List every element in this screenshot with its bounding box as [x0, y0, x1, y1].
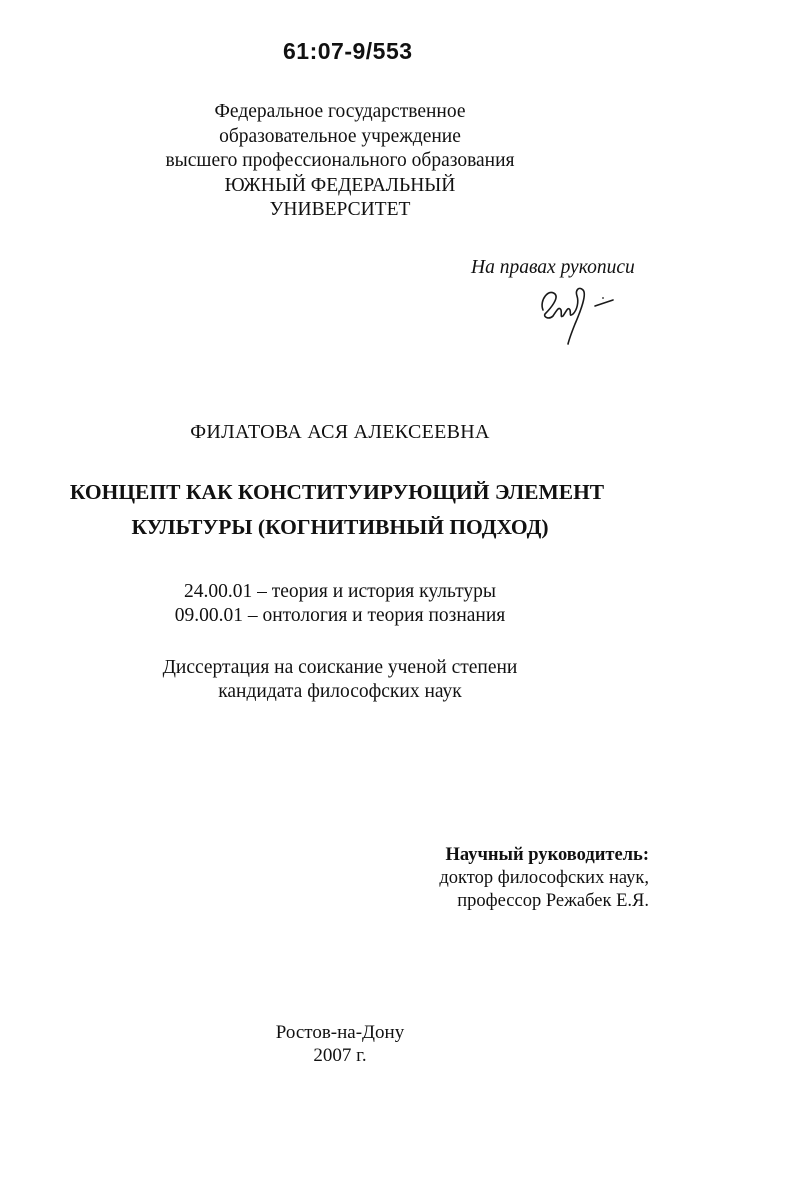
manuscript-note: На правах рукописи: [471, 257, 635, 278]
place: Ростов-на-Дону: [275, 1022, 405, 1043]
place-and-year: [0, 1021, 680, 1067]
supervisor-name: профессор Режабек Е.Я.: [457, 891, 649, 911]
year: 2007 г.: [313, 1045, 367, 1066]
supervisor-heading: Научный руководитель:: [445, 845, 649, 865]
degree-line: кандидата философских наук: [218, 681, 462, 702]
institution-line: Федеральное государственное: [214, 101, 466, 122]
institution-block: [0, 100, 680, 223]
university-name-line: УНИВЕРСИТЕТ: [269, 199, 411, 220]
university-name-line: ЮЖНЫЙ ФЕДЕРАЛЬНЫЙ: [224, 174, 456, 196]
supervisor-block: [439, 844, 649, 913]
dissertation-title-line: КУЛЬТУРЫ (КОГНИТИВНЫЙ ПОДХОД): [131, 515, 549, 539]
signature-image: [535, 280, 630, 345]
degree-line: Диссертация на соискание ученой степени: [162, 657, 518, 678]
specialty-line: 09.00.01 – онтология и теория познания: [174, 605, 506, 626]
catalog-number: 61:07-9/553: [283, 38, 413, 64]
supervisor-degree: доктор философских наук,: [439, 868, 649, 888]
dissertation-title-line: КОНЦЕПТ КАК КОНСТИТУИРУЮЩИЙ ЭЛЕМЕНТ: [69, 480, 605, 504]
specialty-codes: [0, 580, 680, 628]
degree-statement: [0, 656, 680, 704]
institution-line: высшего профессионального образования: [165, 150, 515, 171]
author-name: ФИЛАТОВА АСЯ АЛЕКСЕЕВНА: [190, 421, 490, 443]
institution-line: образовательное учреждение: [219, 125, 461, 147]
specialty-line: 24.00.01 – теория и история культуры: [184, 581, 496, 602]
